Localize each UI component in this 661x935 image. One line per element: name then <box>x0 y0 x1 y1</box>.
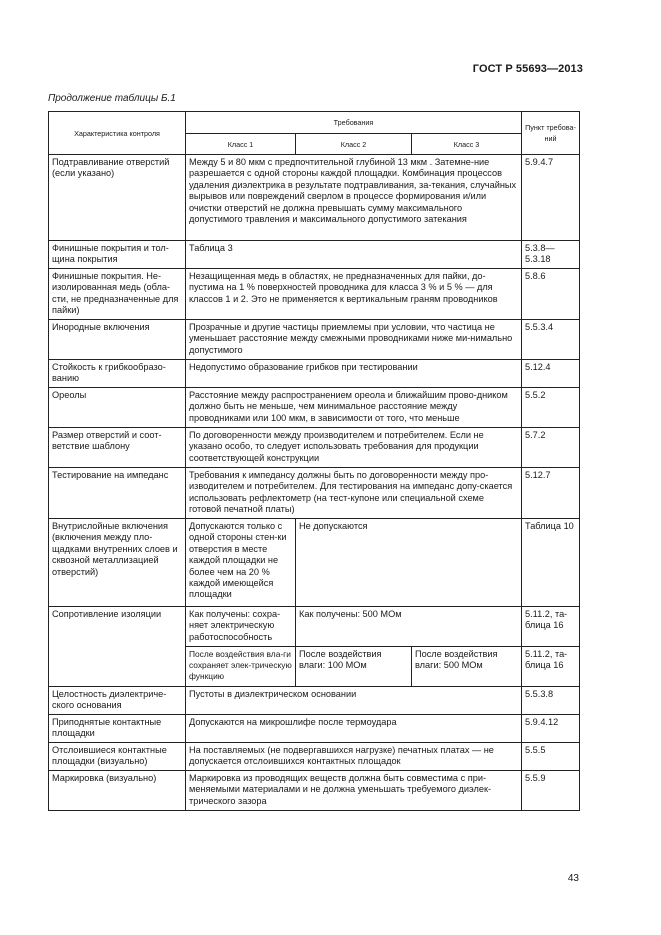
row-requirement: Пустоты в диэлектрическом основании <box>186 687 522 715</box>
table-row <box>49 468 580 519</box>
row-requirement-class-1: Как получены: сохра-няет электрическую работоспособность <box>186 607 296 647</box>
header-class-1: Класс 1 <box>186 134 296 155</box>
row-point: 5.5.3.8 <box>522 687 580 715</box>
row-requirement: Между 5 и 80 мкм с предпочтительной глубиной 13 мкм . Затемне-ние разрешается с одной стороны каждой площадки. Комбинация процессов удаления диэлектрика в результате подтравливания, за-текания, случайных вырывов или повреждений сверлом в процессе формирования и/или очистки отверстий не должна превышать сумму максимального допустимого травления и максимального допустимого затекания <box>186 155 522 241</box>
table-row <box>49 155 580 241</box>
row-requirement: Маркировка из проводящих веществ должна быть совместима с при-меняемыми материалами и не должна уменьшать требуемого диэлек-трического зазора <box>186 771 522 811</box>
table-row <box>49 687 580 715</box>
row-characteristic: Отслоившиеся контактные площадки (визуально) <box>49 743 186 771</box>
header-class-2: Класс 2 <box>296 134 412 155</box>
table-row <box>49 715 580 743</box>
row-point: 5.11.2, та-блица 16 <box>522 607 580 647</box>
row-requirement: На поставляемых (не подвергавшихся нагрузке) печатных платах — не допускается отслоившихся контактных площадок <box>186 743 522 771</box>
row-characteristic: Тестирование на импеданс <box>49 468 186 519</box>
row-requirement-class-2-3: Как получены: 500 МОм <box>296 607 522 647</box>
table-row <box>49 428 580 468</box>
row-point: 5.9.4.7 <box>522 155 580 241</box>
row-characteristic: Ореолы <box>49 388 186 428</box>
row-point: 5.5.5 <box>522 743 580 771</box>
row-characteristic: Инородные включения <box>49 320 186 360</box>
table-caption: Продолжение таблицы Б.1 <box>48 93 176 104</box>
row-point: 5.3.8— 5.3.18 <box>522 241 580 269</box>
table-row <box>49 743 580 771</box>
row-point: 5.5.2 <box>522 388 580 428</box>
row-requirement: Недопустимо образование грибков при тестировании <box>186 360 522 388</box>
row-requirement: Незащищенная медь в областях, не предназначенных для пайки, до-пустима на 1 % поверхностей проводника для класса 3 % и 5 % — для классов 1 и 2. Это не применяется к вертикальным граням проводников <box>186 269 522 320</box>
row-characteristic: Размер отверстий и соот-ветствие шаблону <box>49 428 186 468</box>
row-point: 5.12.4 <box>522 360 580 388</box>
row-requirement: Допускаются на микрошлифе после термоудара <box>186 715 522 743</box>
row-characteristic: Финишные покрытия. Не-изолированная медь (обла-сти, не предназначенные для пайки) <box>49 269 186 320</box>
row-characteristic: Маркировка (визуально) <box>49 771 186 811</box>
row-point: 5.5.3.4 <box>522 320 580 360</box>
table-row <box>49 320 580 360</box>
row-requirement: Расстояние между распространением ореола и ближайшим прово-дником должно быть не меньше, чем минимальное расстояние между проводниками или 100 мкм, в зависимости от того, что меньше <box>186 388 522 428</box>
table-row <box>49 269 580 320</box>
row-requirement-class-2: После воздействия влаги: 100 МОм <box>296 647 412 687</box>
row-requirement: Прозрачные и другие частицы приемлемы при условии, что частица не уменьшает расстояние между смежными проводниками ниже ми-нимально допустимого <box>186 320 522 360</box>
row-characteristic: Целостность диэлектриче-ского основания <box>49 687 186 715</box>
page-number: 43 <box>567 873 579 884</box>
row-characteristic: Подтравливание отверстий (если указано) <box>49 155 186 241</box>
row-requirement-class-1: Допускаются только с одной стороны стен-ки отверстия в месте каждой площадки не более чем на 20 % каждой имеющейся площадки <box>186 519 296 607</box>
document-code: ГОСТ Р 55693—2013 <box>472 63 583 75</box>
row-point: 5.5.9 <box>522 771 580 811</box>
row-point: 5.12.7 <box>522 468 580 519</box>
table-row <box>49 388 580 428</box>
row-point: 5.7.2 <box>522 428 580 468</box>
row-point: 5.11.2, та-блица 16 <box>522 647 580 687</box>
header-point: Пункт требова-ний <box>522 112 580 155</box>
row-characteristic: Приподнятые контактные площадки <box>49 715 186 743</box>
requirements-table <box>48 111 580 811</box>
table-row <box>49 607 580 647</box>
table-header-row <box>49 112 580 134</box>
table-row <box>49 771 580 811</box>
row-characteristic: Внутрислойные включения (включения между пло-щадками внутренних слоев и сквозной металлизацией отверстий) <box>49 519 186 607</box>
table-row <box>49 360 580 388</box>
row-requirement: Таблица 3 <box>186 241 522 269</box>
row-characteristic: Финишные покрытия и тол-щина покрытия <box>49 241 186 269</box>
header-characteristic: Характеристика контроля <box>49 112 186 155</box>
row-requirement: По договоренности между производителем и потребителем. Если не указано особо, то следует использовать требования для продукции соответствующей конструкции <box>186 428 522 468</box>
row-point: 5.8.6 <box>522 269 580 320</box>
header-requirements: Требования <box>186 112 522 134</box>
row-requirement-class-1: После воздействия вла-ги сохраняет элек-трическую функцию <box>186 647 296 687</box>
table-row <box>49 519 580 607</box>
row-requirement: Требования к импедансу должны быть по договоренности между про-изводителем и потребителем. Для тестирования на импеданс допу-скается использовать рефлектометр (на тест-купоне или специальной схеме готовой печатной платы) <box>186 468 522 519</box>
table-row <box>49 241 580 269</box>
row-characteristic: Сопротивление изоляции <box>49 607 186 687</box>
row-characteristic: Стойкость к грибкообразо-ванию <box>49 360 186 388</box>
row-point: Таблица 10 <box>522 519 580 607</box>
header-class-3: Класс 3 <box>412 134 522 155</box>
row-requirement-class-3: После воздействия влаги: 500 МОм <box>412 647 522 687</box>
row-point: 5.9.4.12 <box>522 715 580 743</box>
row-requirement-class-2-3: Не допускаются <box>296 519 522 607</box>
